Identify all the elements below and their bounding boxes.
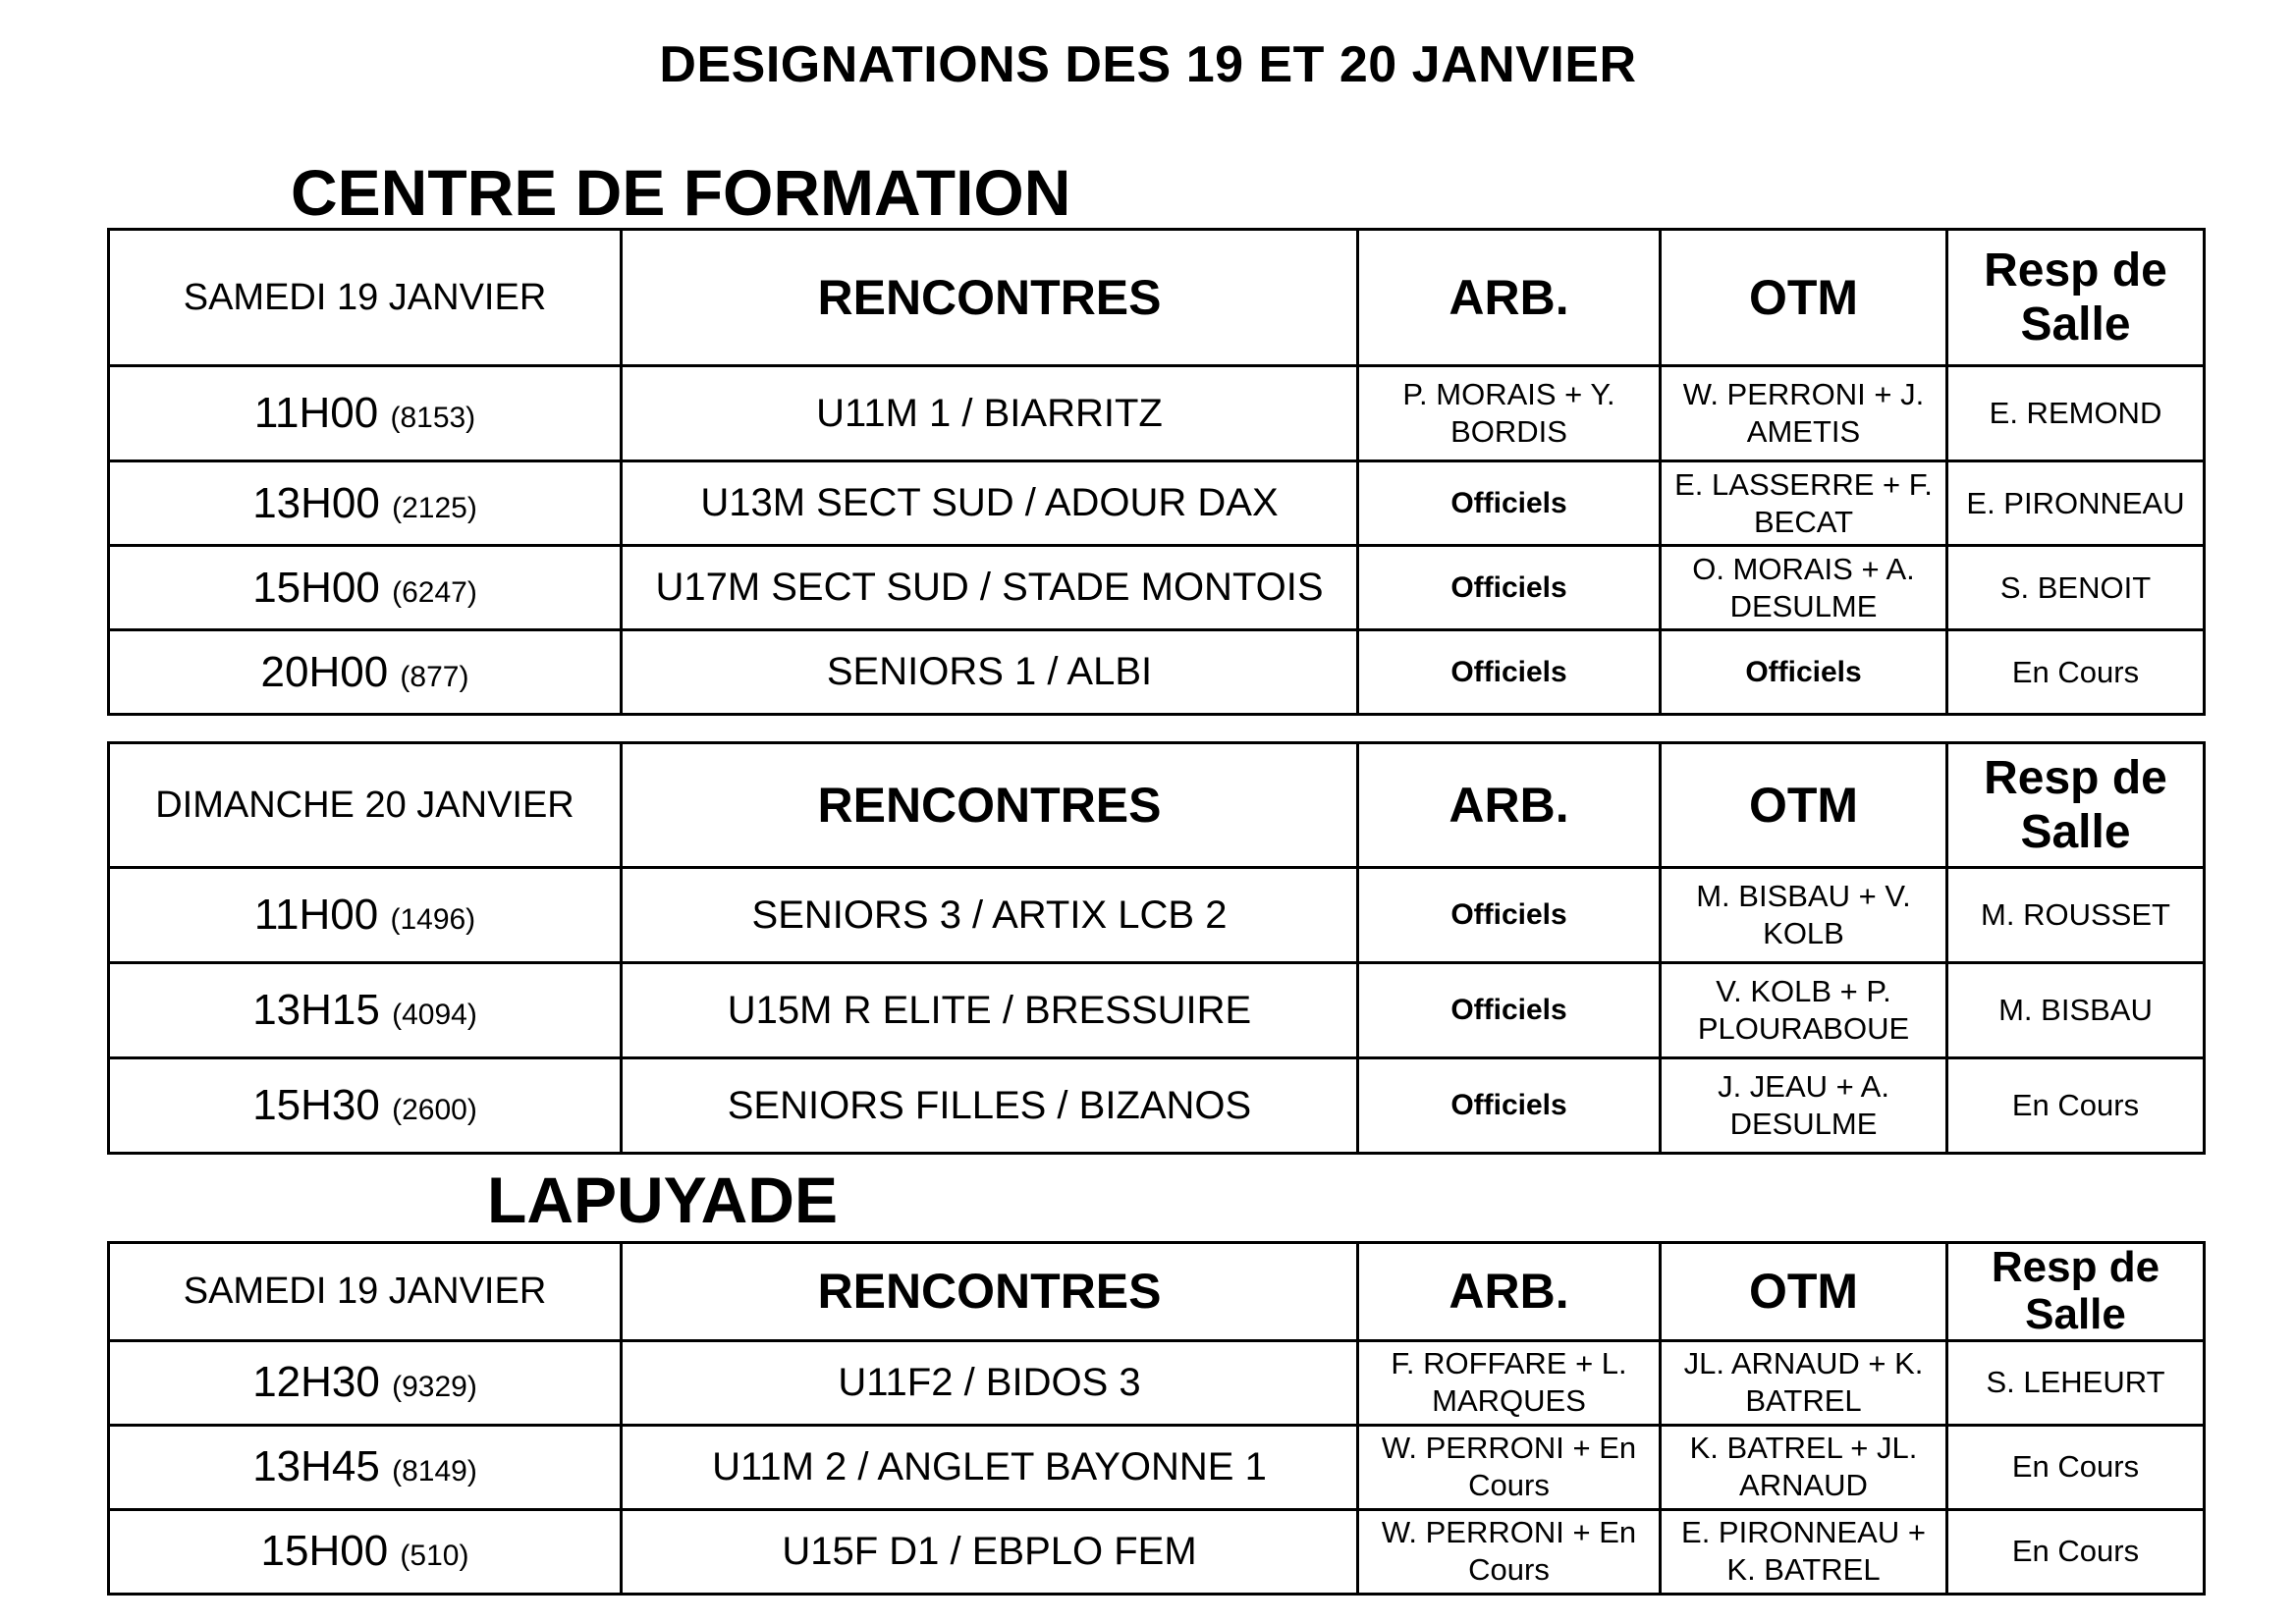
resp-cell: M. ROUSSET	[1947, 868, 2205, 963]
resp-cell: S. LEHEURT	[1947, 1340, 2205, 1425]
match-number: (2600)	[392, 1094, 477, 1126]
resp-header: Resp de Salle	[1947, 743, 2205, 868]
match-cell: U15M R ELITE / BRESSUIRE	[622, 963, 1358, 1058]
match-cell: U11M 1 / BIARRITZ	[622, 366, 1358, 461]
arb-cell: P. MORAIS + Y. BORDIS	[1358, 366, 1661, 461]
time-value: 15H00	[260, 1527, 389, 1576]
day-header: DIMANCHE 20 JANVIER	[109, 743, 622, 868]
otm-cell: O. MORAIS + A. DESULME	[1661, 546, 1947, 630]
match-number: (4094)	[392, 999, 477, 1031]
arb-header: ARB.	[1358, 230, 1661, 366]
time-cell	[109, 963, 622, 1058]
time-cell	[109, 1058, 622, 1154]
table-row	[109, 366, 2205, 461]
arb-header: ARB.	[1358, 1243, 1661, 1341]
arb-cell: Officiels	[1358, 461, 1661, 546]
time-value: 13H45	[252, 1442, 380, 1491]
resp-cell: E. REMOND	[1947, 366, 2205, 461]
match-cell: U17M SECT SUD / STADE MONTOIS	[622, 546, 1358, 630]
arb-cell: Officiels	[1358, 963, 1661, 1058]
resp-header: Resp de Salle	[1947, 230, 2205, 366]
match-number: (6247)	[392, 575, 477, 609]
schedule-table-saturday-centre	[107, 228, 2206, 716]
time-cell	[109, 1425, 622, 1509]
match-cell: U11M 2 / ANGLET BAYONNE 1	[622, 1425, 1358, 1509]
match-number: (9329)	[392, 1371, 477, 1404]
time-value: 20H00	[260, 647, 389, 696]
match-cell: SENIORS FILLES / BIZANOS	[622, 1058, 1358, 1154]
match-cell: SENIORS 3 / ARTIX LCB 2	[622, 868, 1358, 963]
time-cell	[109, 366, 622, 461]
table-row	[109, 546, 2205, 630]
otm-cell: J. JEAU + A. DESULME	[1661, 1058, 1947, 1154]
resp-cell: S. BENOIT	[1947, 546, 2205, 630]
rencontres-header: RENCONTRES	[622, 743, 1358, 868]
time-value: 13H00	[252, 478, 380, 527]
arb-cell: F. ROFFARE + L. MARQUES	[1358, 1340, 1661, 1425]
match-number: (8149)	[392, 1455, 477, 1488]
table-row	[109, 630, 2205, 715]
otm-cell: JL. ARNAUD + K. BATREL	[1661, 1340, 1947, 1425]
time-cell	[109, 630, 622, 715]
resp-cell: En Cours	[1947, 1425, 2205, 1509]
otm-header: OTM	[1661, 230, 1947, 366]
section-title-centre: CENTRE DE FORMATION	[291, 156, 1071, 229]
rencontres-header: RENCONTRES	[622, 230, 1358, 366]
table-row	[109, 1340, 2205, 1425]
resp-cell: En Cours	[1947, 1058, 2205, 1154]
time-cell	[109, 546, 622, 630]
arb-cell: Officiels	[1358, 1058, 1661, 1154]
time-cell	[109, 868, 622, 963]
rencontres-header: RENCONTRES	[622, 1243, 1358, 1341]
table-header-row	[109, 230, 2205, 366]
otm-cell: Officiels	[1661, 630, 1947, 715]
otm-cell: E. PIRONNEAU + K. BATREL	[1661, 1509, 1947, 1594]
table-row	[109, 1509, 2205, 1594]
resp-header: Resp de Salle	[1947, 1243, 2205, 1341]
table-row	[109, 1425, 2205, 1509]
page-title: DESIGNATIONS DES 19 ET 20 JANVIER	[659, 36, 1637, 93]
table-row	[109, 963, 2205, 1058]
match-cell: SENIORS 1 / ALBI	[622, 630, 1358, 715]
arb-cell: Officiels	[1358, 546, 1661, 630]
match-number: (1496)	[390, 903, 476, 936]
table-header-row	[109, 743, 2205, 868]
time-value: 15H00	[252, 563, 380, 612]
table-row	[109, 461, 2205, 546]
resp-cell: M. BISBAU	[1947, 963, 2205, 1058]
match-number: (510)	[400, 1540, 469, 1573]
match-number: (877)	[400, 660, 469, 693]
time-cell	[109, 1340, 622, 1425]
arb-cell: Officiels	[1358, 868, 1661, 963]
resp-cell: E. PIRONNEAU	[1947, 461, 2205, 546]
table-row	[109, 868, 2205, 963]
resp-cell: En Cours	[1947, 630, 2205, 715]
otm-cell: V. KOLB + P. PLOURABOUE	[1661, 963, 1947, 1058]
arb-cell: W. PERRONI + En Cours	[1358, 1509, 1661, 1594]
time-cell	[109, 1509, 622, 1594]
day-header: SAMEDI 19 JANVIER	[109, 230, 622, 366]
otm-cell: M. BISBAU + V. KOLB	[1661, 868, 1947, 963]
otm-cell: E. LASSERRE + F. BECAT	[1661, 461, 1947, 546]
time-value: 15H30	[252, 1081, 380, 1129]
match-cell: U11F2 / BIDOS 3	[622, 1340, 1358, 1425]
time-cell	[109, 461, 622, 546]
schedule-table-sunday-centre	[107, 741, 2206, 1155]
otm-cell: W. PERRONI + J. AMETIS	[1661, 366, 1947, 461]
otm-cell: K. BATREL + JL. ARNAUD	[1661, 1425, 1947, 1509]
day-header: SAMEDI 19 JANVIER	[109, 1243, 622, 1341]
otm-header: OTM	[1661, 1243, 1947, 1341]
match-number: (2125)	[392, 491, 477, 524]
section-title-lapuyade: LAPUYADE	[487, 1163, 838, 1236]
match-cell: U15F D1 / EBPLO FEM	[622, 1509, 1358, 1594]
match-number: (8153)	[390, 402, 476, 434]
time-value: 13H15	[252, 986, 380, 1034]
time-value: 11H00	[253, 389, 379, 437]
arb-cell: Officiels	[1358, 630, 1661, 715]
arb-cell: W. PERRONI + En Cours	[1358, 1425, 1661, 1509]
schedule-table-saturday-lapuyade	[107, 1241, 2206, 1596]
arb-header: ARB.	[1358, 743, 1661, 868]
resp-cell: En Cours	[1947, 1509, 2205, 1594]
time-value: 12H30	[252, 1358, 380, 1407]
time-value: 11H00	[253, 891, 379, 939]
table-header-row	[109, 1243, 2205, 1341]
otm-header: OTM	[1661, 743, 1947, 868]
table-row	[109, 1058, 2205, 1154]
match-cell: U13M SECT SUD / ADOUR DAX	[622, 461, 1358, 546]
